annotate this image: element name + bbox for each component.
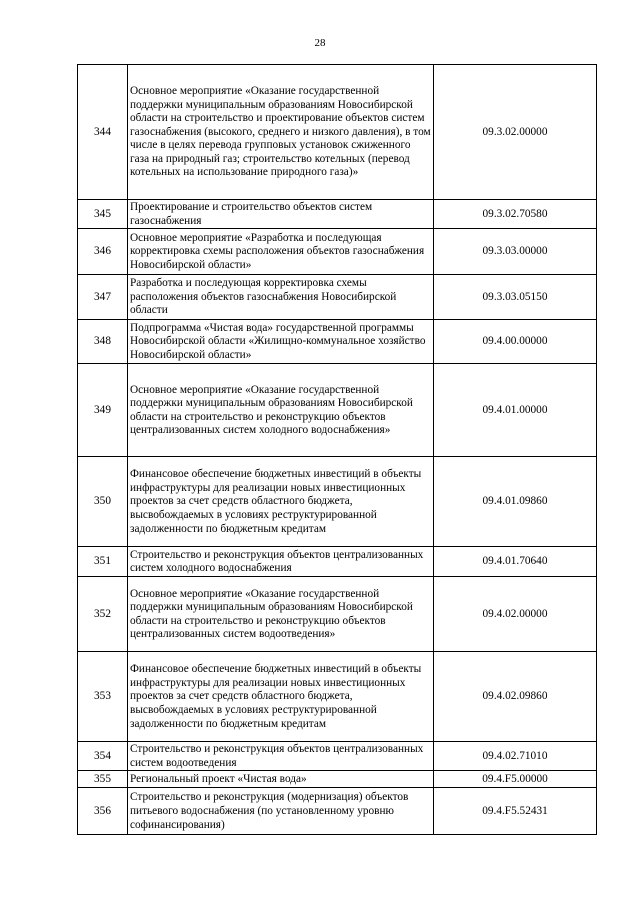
row-number: 350 — [78, 457, 128, 547]
row-name: Строительство и реконструкция (модернизация) объектов питьевого водоснабжения (по установленному уровню софинансирования) — [128, 788, 434, 835]
row-number: 346 — [78, 229, 128, 275]
row-name: Проектирование и строительство объектов систем газоснабжения — [128, 200, 434, 229]
table-row — [78, 275, 597, 320]
row-name: Разработка и последующая корректировка схемы расположения объектов газоснабжения Новосибирской области — [128, 275, 434, 320]
table-row — [78, 457, 597, 547]
row-number: 349 — [78, 364, 128, 457]
table-row — [78, 547, 597, 577]
table-row — [78, 577, 597, 652]
row-number: 348 — [78, 320, 128, 364]
table-row — [78, 229, 597, 275]
table-row — [78, 652, 597, 742]
row-name: Региональный проект «Чистая вода» — [128, 771, 434, 788]
row-name: Строительство и реконструкция объектов централизованных систем холодного водоснабжения — [128, 547, 434, 577]
row-number: 352 — [78, 577, 128, 652]
row-name: Основное мероприятие «Оказание государственной поддержки муниципальным образованиям Новосибирской области на строительство и реконструкцию объектов централизованных систем водоотведения» — [128, 577, 434, 652]
row-number: 353 — [78, 652, 128, 742]
row-code: 09.3.02.00000 — [434, 65, 597, 200]
table-row — [78, 364, 597, 457]
row-number: 355 — [78, 771, 128, 788]
budget-classification-table — [77, 64, 597, 835]
row-name: Основное мероприятие «Оказание государственной поддержки муниципальным образованиям Новосибирской области на строительство и реконструкцию объектов централизованных систем холодного водоснабжения» — [128, 364, 434, 457]
row-name: Подпрограмма «Чистая вода» государственной программы Новосибирской области «Жилищно-коммунальное хозяйство Новосибирской области» — [128, 320, 434, 364]
table-row — [78, 788, 597, 835]
row-code: 09.4.00.00000 — [434, 320, 597, 364]
row-code: 09.4.02.00000 — [434, 577, 597, 652]
row-number: 354 — [78, 742, 128, 771]
row-code: 09.3.03.00000 — [434, 229, 597, 275]
row-name: Финансовое обеспечение бюджетных инвестиций в объекты инфраструктуры для реализации новых инвестиционных проектов за счет средств областного бюджета, высвобождаемых в условиях реструктурированной задолженности по бюджетным кредитам — [128, 457, 434, 547]
table-row — [78, 320, 597, 364]
page-number: 28 — [314, 37, 326, 49]
row-code: 09.3.02.70580 — [434, 200, 597, 229]
row-number: 351 — [78, 547, 128, 577]
row-code: 09.4.01.70640 — [434, 547, 597, 577]
table-row — [78, 200, 597, 229]
row-name: Строительство и реконструкция объектов централизованных систем водоотведения — [128, 742, 434, 771]
row-number: 345 — [78, 200, 128, 229]
row-code: 09.4.02.09860 — [434, 652, 597, 742]
row-code: 09.4.02.71010 — [434, 742, 597, 771]
row-code: 09.4.01.09860 — [434, 457, 597, 547]
row-code: 09.3.03.05150 — [434, 275, 597, 320]
row-code: 09.4.01.00000 — [434, 364, 597, 457]
row-number: 344 — [78, 65, 128, 200]
row-name: Финансовое обеспечение бюджетных инвестиций в объекты инфраструктуры для реализации новых инвестиционных проектов за счет средств областного бюджета, высвобождаемых в условиях реструктурированной задолженности по бюджетным кредитам — [128, 652, 434, 742]
row-code: 09.4.F5.52431 — [434, 788, 597, 835]
table-row — [78, 65, 597, 200]
row-code: 09.4.F5.00000 — [434, 771, 597, 788]
table-row — [78, 771, 597, 788]
row-name: Основное мероприятие «Разработка и последующая корректировка схемы расположения объектов газоснабжения Новосибирской области» — [128, 229, 434, 275]
row-number: 347 — [78, 275, 128, 320]
row-number: 356 — [78, 788, 128, 835]
table-row — [78, 742, 597, 771]
row-name: Основное мероприятие «Оказание государственной поддержки муниципальным образованиям Новосибирской области на строительство и проектирование объектов систем газоснабжения (высокого, среднего и низкого давления), в том числе в целях перевода групповых установок сжиженного газа на природный газ; строительство котельных (перевод котельных на использование природного газа)» — [128, 65, 434, 200]
